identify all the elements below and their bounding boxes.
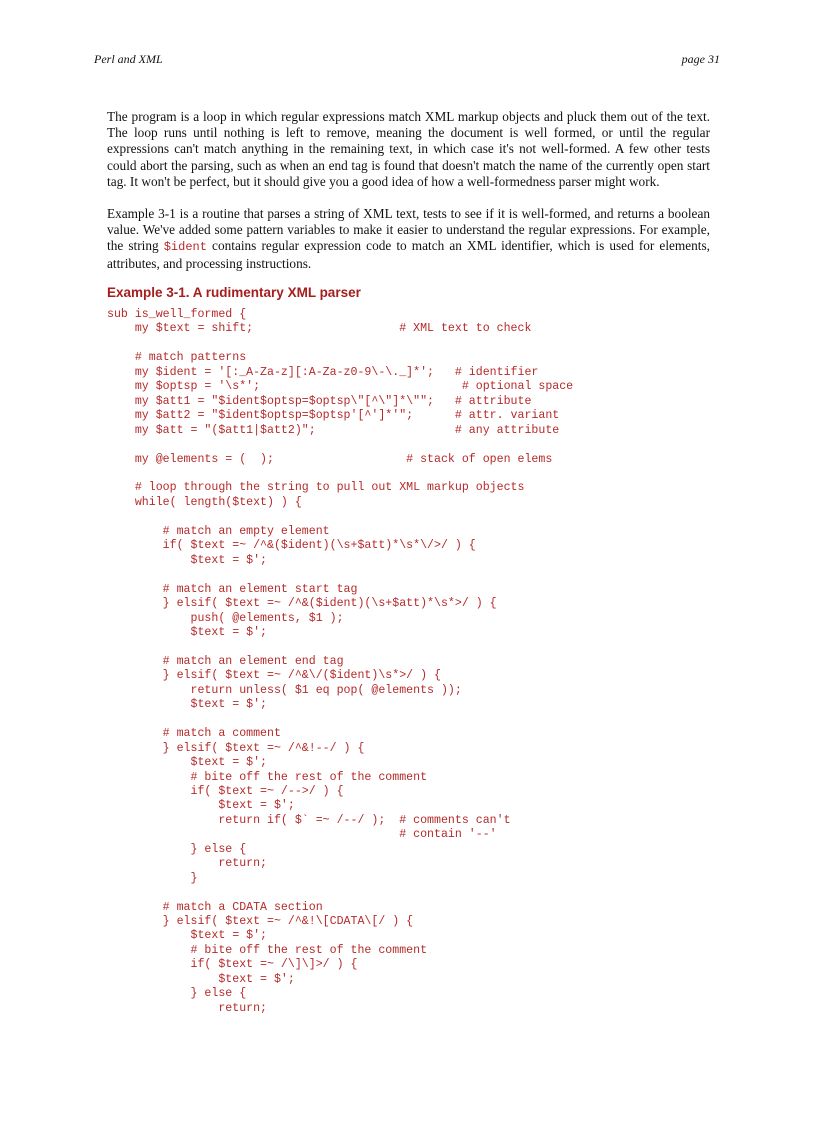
running-header-title: Perl and XML	[94, 52, 163, 66]
inline-code-ident: $ident	[163, 240, 207, 255]
paragraph-text: contains regular expression code to match an XML identifier, which is used for elements, attributes, and processing instructions.	[107, 238, 710, 271]
example-title: Example 3-1. A rudimentary XML parser	[107, 285, 361, 300]
code-listing: sub is_well_formed { my $text = shift; # XML text to check # match patterns my $ident = '[:_A-Za-z][:A-Za-z0-9\-\._]*'; # identifier my $optsp = '\s*'; # optional space my $att1 = "$ident$optsp=$optsp\"[^\"]*\""; # attribute my $att2 = "$ident$optsp=$optsp'[^']*'"; # attr. variant my $att = "($att1|$att2)"; # any attribute my @elements = ( ); # stack of open elems # loop through the string to pull out XML markup objects while( length($text) ) { # match an empty element if( $text =~ /^&($ident)(\s+$att)*\s*\/>/ ) { $text = $'; # match an element start tag } elsif( $text =~ /^&($ident)(\s+$att)*\s*>/ ) { push( @elements, $1 ); $text = $'; # match an element end tag } elsif( $text =~ /^&\/($ident)\s*>/ ) { return unless( $1 eq pop( @elements )); $text = $'; # match a comment } elsif( $text =~ /^&!--/ ) { $text = $'; # bite off the rest of the comment if( $text =~ /-->/ ) { $text = $'; return if( $` =~ /--/ ); # comments can't # contain '--' } else { return; } # match a CDATA section } elsif( $text =~ /^&!\[CDATA\[/ ) { $text = $'; # bite off the rest of the comment if( $text =~ /\]\]>/ ) { $text = $'; } else { return;	[107, 308, 574, 1015]
page-number: page 31	[681, 52, 720, 66]
body-paragraph-2	[107, 206, 710, 272]
paragraph-text: Example 3-1 is a routine that parses a string of XML text, tests to see if it is well-formed, and returns a boolean value. We've added some pattern variables to make it easier to understand the regular expressions. For example, the string	[107, 206, 710, 254]
body-paragraph-1: The program is a loop in which regular expressions match XML markup objects and pluck them out of the text. The loop runs until nothing is left to remove, meaning the document is well formed, or until the regular expressions can't match anything in the remaining text, in which case it's not well-formed. A few other tests could abort the parsing, such as when an end tag is found that doesn't match the name of the currently open start tag. It won't be perfect, but it should give you a good idea of how a well-formedness parser might work.	[107, 109, 710, 189]
